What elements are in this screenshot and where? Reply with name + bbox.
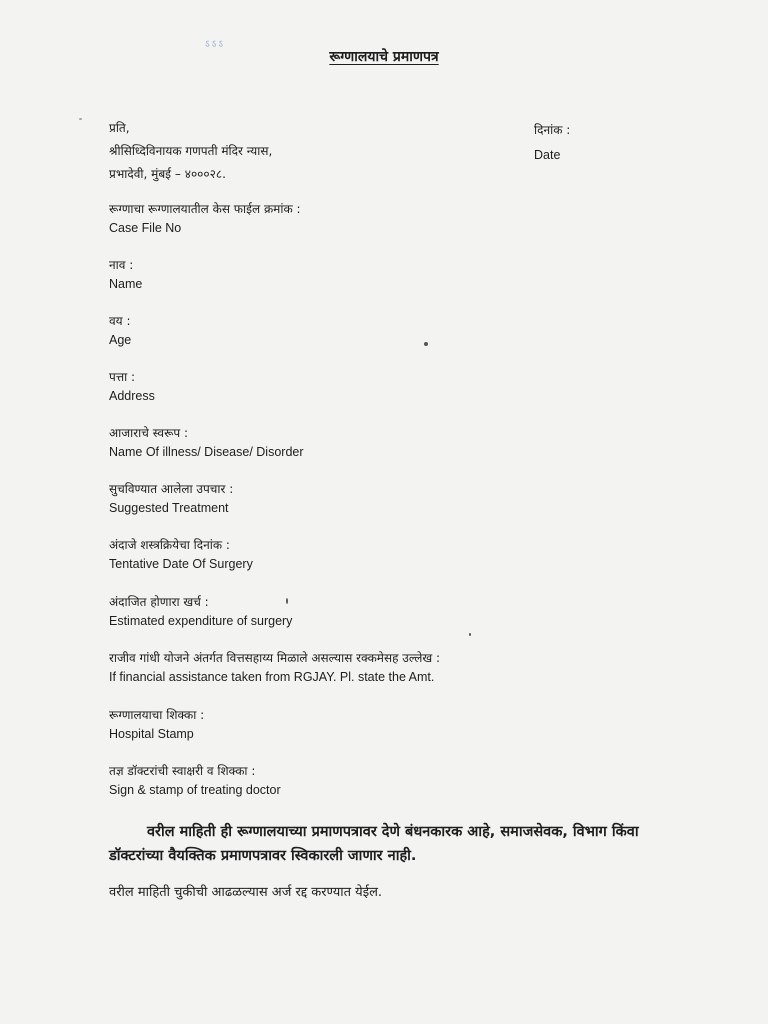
date-label-marathi: दिनांक : xyxy=(534,123,571,137)
field-case-file xyxy=(109,200,301,235)
ink-speck xyxy=(469,633,471,636)
field-label-marathi: अंदाजित होणारा खर्च : xyxy=(109,595,209,609)
page-title xyxy=(0,47,768,66)
recipient-line-3: प्रभादेवी, मुंबई – ४०००२८. xyxy=(109,167,226,181)
field-label-english: Name Of illness/ Disease/ Disorder xyxy=(109,445,304,459)
field-label-marathi: राजीव गांधी योजने अंतर्गत वित्तसहाय्य मिळाले असल्यास रक्कमेसह उल्लेख : xyxy=(109,651,441,665)
field-label-marathi: तज्ञ डॉक्टरांची स्वाक्षरी व शिक्का : xyxy=(109,764,256,778)
ink-speck xyxy=(286,598,288,604)
ink-speck xyxy=(79,118,82,120)
field-doctor-sign xyxy=(109,762,281,797)
field-label-english: Sign & stamp of treating doctor xyxy=(109,783,281,797)
field-label-marathi: आजाराचे स्वरूप : xyxy=(109,426,189,440)
field-address xyxy=(109,368,155,403)
field-label-marathi: रूग्णाचा रूग्णालयातील केस फाईल क्रमांक : xyxy=(109,202,301,216)
field-expenditure xyxy=(109,593,292,628)
field-label-english: Address xyxy=(109,389,155,403)
recipient-line-2: श्रीसिध्दिविनायक गणपती मंदिर न्यास, xyxy=(109,144,273,158)
field-surgery-date xyxy=(109,536,253,571)
field-rgjay-assistance xyxy=(109,649,440,684)
ink-speck xyxy=(424,342,428,346)
field-label-english: Suggested Treatment xyxy=(109,501,229,515)
field-label-marathi: अंदाजे शस्त्रक्रियेचा दिनांक : xyxy=(109,538,230,552)
field-name xyxy=(109,256,142,291)
field-label-english: If financial assistance taken from RGJAY. Pl. state the Amt. xyxy=(109,670,435,684)
field-label-english: Tentative Date Of Surgery xyxy=(109,557,253,571)
field-treatment xyxy=(109,480,233,515)
field-label-marathi: नाव : xyxy=(109,258,134,272)
field-label-marathi: रूग्णालयाचा शिक्का : xyxy=(109,708,205,722)
field-age xyxy=(109,312,131,347)
date-block xyxy=(534,122,570,163)
faint-stamp-mark: ऽऽऽ xyxy=(205,39,226,50)
field-label-english: Age xyxy=(109,333,132,347)
field-label-marathi: वय : xyxy=(109,314,131,328)
mandatory-notice: वरील माहिती ही रूग्णालयाच्या प्रमाणपत्रावर देणे बंधनकारक आहे, समाजसेवक, विभाग किंवा डॉक्टरांच्या वैयक्तिक प्रमाणपत्रावर स्विकारली जाणार नाही. xyxy=(109,824,639,864)
field-label-english: Case File No xyxy=(109,221,182,235)
page-title-text: रूग्णालयाचे प्रमाणपत्र xyxy=(329,49,439,65)
field-label-english: Name xyxy=(109,277,143,291)
recipient-line-1: प्रति, xyxy=(109,121,130,135)
date-label-english: Date xyxy=(534,148,561,162)
field-label-english: Estimated expenditure of surgery xyxy=(109,614,293,628)
rejection-warning: वरील माहिती चुकीची आढळल्यास अर्ज रद्द करण्यात येईल. xyxy=(109,885,383,900)
field-label-marathi: सुचविण्यात आलेला उपचार : xyxy=(109,482,234,496)
field-label-marathi: पत्ता : xyxy=(109,370,136,384)
field-label-english: Hospital Stamp xyxy=(109,727,194,741)
field-illness xyxy=(109,424,304,459)
field-hospital-stamp xyxy=(109,706,204,741)
